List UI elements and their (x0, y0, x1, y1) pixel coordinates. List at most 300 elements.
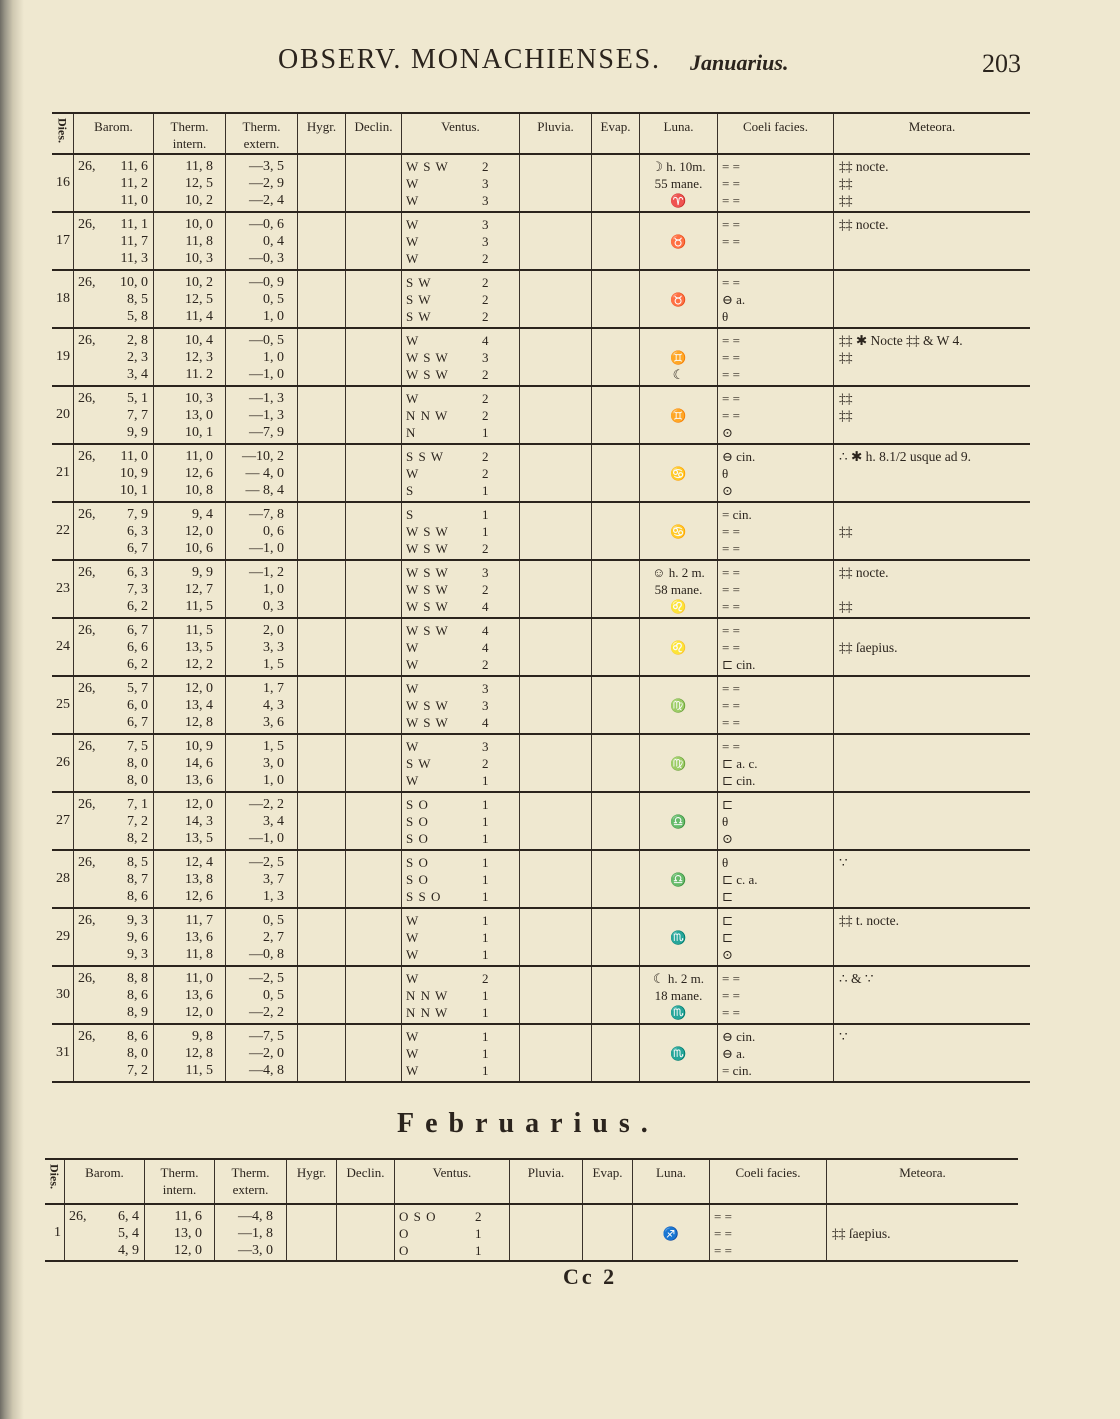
sky-entry: = = (722, 599, 740, 614)
wind-entry (402, 274, 519, 291)
column-header-moon (640, 114, 718, 153)
declination-cell (346, 503, 402, 559)
moon-entry: ♎ (670, 814, 687, 829)
wind-direction: N N W (406, 408, 449, 423)
wind-direction: W (406, 913, 420, 928)
day-cell (52, 735, 74, 791)
wind-direction: W (406, 193, 420, 208)
wind-force: 4 (482, 640, 489, 655)
wind-force: 2 (482, 391, 489, 406)
wind-direction: W (406, 333, 420, 348)
moon-entry (640, 308, 717, 325)
observation-table-februarius (45, 1158, 1018, 1262)
wind-direction: S W (406, 275, 432, 290)
sky-cell (718, 967, 834, 1023)
wind-direction: S W (406, 292, 432, 307)
page-number: 203 (982, 49, 1021, 78)
barometer-entry: 5, 1 (127, 391, 148, 406)
barometer-cell (74, 1025, 154, 1081)
signature-mark: Cc 2 (563, 1264, 618, 1289)
wind-direction: S O (406, 797, 429, 812)
meteors-entry: ‡‡ (839, 524, 853, 539)
day-number: 22 (56, 523, 70, 538)
barometer-inches: 26, (78, 565, 96, 580)
barometer-entry: 8, 0 (127, 756, 148, 771)
sky-cell (718, 329, 834, 385)
thermometer-external-entry: 1, 7 (263, 681, 284, 696)
day-row (52, 851, 1030, 909)
wind-entry (395, 1225, 509, 1242)
moon-entry (640, 332, 717, 349)
barometer-entry: 8, 8 (127, 971, 148, 986)
barometer-entry: 8, 6 (127, 1029, 148, 1044)
thermometer-external-cell (226, 677, 298, 733)
sky-cell (718, 735, 834, 791)
barometer-entry: 6, 7 (127, 623, 148, 638)
moon-entry (640, 680, 717, 697)
thermometer-external-cell (226, 445, 298, 501)
meteors-cell (834, 155, 1030, 211)
sky-cell (718, 445, 834, 501)
hygrometer-cell (298, 1025, 346, 1081)
thermometer-internal-entry: 12, 0 (185, 524, 213, 539)
sky-entry: = = (722, 159, 740, 174)
day-row (52, 503, 1030, 561)
moon-entry: ☺ h. 2 m. (652, 565, 705, 580)
sky-entry: ⊖ a. (722, 292, 746, 307)
column-header-thermometer-internal (154, 114, 226, 153)
wind-force: 1 (482, 483, 489, 498)
moon-cell (640, 735, 718, 791)
rain-cell (520, 329, 592, 385)
day-number: 31 (56, 1045, 70, 1060)
thermometer-internal-entry: 12, 6 (185, 889, 213, 904)
meteors-cell (834, 503, 1030, 559)
column-label: Coeli facies. (743, 119, 808, 134)
sky-entry: = = (722, 333, 740, 348)
thermometer-internal-entry: 12, 7 (185, 582, 213, 597)
hygrometer-cell (298, 619, 346, 675)
sky-entry: ⊏ (722, 889, 734, 904)
thermometer-internal-cell (154, 213, 226, 269)
day-cell (45, 1205, 65, 1260)
thermometer-external-entry: —2, 5 (249, 855, 284, 870)
barometer-cell (74, 213, 154, 269)
wind-direction: W (406, 773, 420, 788)
wind-direction: W S W (406, 698, 449, 713)
sky-cell (718, 503, 834, 559)
hygrometer-cell (287, 1205, 337, 1260)
day-number: 1 (54, 1224, 61, 1240)
barometer-entry: 9, 6 (127, 930, 148, 945)
wind-entry (402, 233, 519, 250)
thermometer-external-entry: —0, 8 (249, 947, 284, 962)
wind-entry (402, 192, 519, 209)
wind-cell (402, 503, 520, 559)
column-label: Declin. (354, 119, 393, 134)
column-header-moon (633, 1160, 710, 1203)
thermometer-external-entry: 0, 4 (263, 234, 284, 249)
barometer-inches: 26, (78, 333, 96, 348)
sky-entry: = = (722, 217, 740, 232)
moon-cell (640, 213, 718, 269)
moon-entry (640, 424, 717, 441)
wind-entry (402, 888, 519, 905)
thermometer-internal-entry: 13, 4 (185, 698, 213, 713)
wind-direction: W (406, 176, 420, 191)
wind-force: 1 (482, 1063, 489, 1078)
wind-entry (402, 854, 519, 871)
sky-entry: θ (722, 309, 729, 324)
meteors-entry: ‡‡ ✱ Nocte ‡‡ & W 4. (839, 333, 963, 348)
sky-entry: ⊏ a. c. (722, 756, 758, 771)
barometer-entry: 8, 7 (127, 872, 148, 887)
moon-entry: ♍ (670, 698, 687, 713)
column-header-evaporation (583, 1160, 633, 1203)
wind-direction: W S W (406, 623, 449, 638)
wind-direction: W S W (406, 599, 449, 614)
sky-entry: ⊏ c. a. (722, 872, 758, 887)
thermometer-external-entry: —2, 0 (249, 1046, 284, 1061)
thermometer-external-entry: —4, 8 (249, 1063, 284, 1078)
day-row (52, 387, 1030, 445)
meteors-cell (834, 561, 1030, 617)
wind-direction: W S W (406, 582, 449, 597)
declination-cell (337, 1205, 395, 1260)
wind-direction: W S W (406, 367, 449, 382)
barometer-cell (74, 793, 154, 849)
moon-cell (640, 677, 718, 733)
evaporation-cell (592, 851, 640, 907)
thermometer-internal-cell (154, 967, 226, 1023)
moon-entry (640, 540, 717, 557)
column-label: Barom. (85, 1165, 124, 1180)
declination-cell (346, 967, 402, 1023)
wind-entry (402, 639, 519, 656)
column-label: Coeli facies. (735, 1165, 801, 1180)
wind-entry (402, 796, 519, 813)
wind-force: 2 (482, 309, 489, 324)
wind-entry (395, 1208, 509, 1225)
month-title: Januarius. (690, 50, 789, 75)
column-label: Therm. (242, 119, 281, 134)
sky-entry: ⊙ (722, 947, 733, 962)
column-label: Meteora. (899, 1165, 946, 1180)
thermometer-internal-cell (154, 793, 226, 849)
sky-entry: θ (722, 814, 729, 829)
moon-entry (640, 448, 717, 465)
wind-entry (402, 1045, 519, 1062)
barometer-entry: 5, 8 (127, 309, 148, 324)
wind-entry (402, 946, 519, 963)
wind-force: 1 (482, 930, 489, 945)
thermometer-external-entry: 1, 5 (263, 739, 284, 754)
sky-entry: = = (722, 193, 740, 208)
rain-cell (520, 271, 592, 327)
sky-entry: = = (722, 391, 740, 406)
moon-entry (633, 1242, 709, 1259)
column-label: Dies. (55, 118, 70, 143)
wind-force: 1 (482, 507, 489, 522)
column-label: Ventus. (441, 119, 480, 134)
thermometer-internal-entry: 13, 6 (185, 988, 213, 1003)
sky-entry: = = (722, 565, 740, 580)
wind-direction: O S O (399, 1209, 437, 1224)
meteors-entry (834, 581, 1030, 598)
thermometer-internal-entry: 13, 8 (185, 872, 213, 887)
moon-cell (640, 793, 718, 849)
wind-direction: S S O (406, 889, 442, 904)
meteors-cell (834, 271, 1030, 327)
meteors-cell (834, 967, 1030, 1023)
meteors-entry: ‡‡ (839, 391, 853, 406)
thermometer-external-entry: —7, 9 (249, 425, 284, 440)
wind-entry (402, 755, 519, 772)
moon-entry: ♎ (670, 872, 687, 887)
sky-cell (718, 793, 834, 849)
wind-force: 1 (482, 855, 489, 870)
hygrometer-cell (298, 677, 346, 733)
thermometer-external-entry: 1, 0 (263, 350, 284, 365)
hygrometer-cell (298, 329, 346, 385)
barometer-entry: 7, 1 (127, 797, 148, 812)
thermometer-internal-entry: 9, 8 (192, 1029, 213, 1044)
barometer-cell (74, 561, 154, 617)
thermometer-external-cell (226, 387, 298, 443)
thermometer-internal-entry: 11, 8 (185, 234, 213, 249)
column-header-evaporation (592, 114, 640, 153)
thermometer-external-entry: —2, 2 (249, 797, 284, 812)
thermometer-internal-entry: 12, 0 (185, 1005, 213, 1020)
moon-entry: ♉ (670, 234, 687, 249)
wind-force: 1 (482, 1005, 489, 1020)
month-heading-februarius: Februarius. (397, 1108, 659, 1139)
barometer-entry: 6, 2 (127, 657, 148, 672)
moon-entry (640, 772, 717, 789)
column-label: Hygr. (306, 119, 337, 134)
thermometer-external-entry: 0, 6 (263, 524, 284, 539)
meteors-cell (834, 677, 1030, 733)
wind-direction: W (406, 251, 420, 266)
day-cell (52, 387, 74, 443)
column-label: Therm. (160, 1165, 199, 1180)
rain-cell (520, 967, 592, 1023)
sky-entry: = = (722, 1005, 740, 1020)
thermometer-external-entry: 3, 7 (263, 872, 284, 887)
day-row (52, 271, 1030, 329)
thermometer-external-entry: —10, 2 (242, 449, 284, 464)
sky-cell (718, 851, 834, 907)
meteors-entry: ‡‡ nocte. (839, 565, 889, 580)
thermometer-external-entry: 2, 7 (263, 930, 284, 945)
moon-entry (640, 714, 717, 731)
day-row (52, 213, 1030, 271)
wind-entry (402, 680, 519, 697)
column-header-hygrometer (287, 1160, 337, 1203)
thermometer-internal-cell (154, 677, 226, 733)
moon-entry: 55 mane. (654, 176, 703, 191)
column-label: Meteora. (908, 119, 956, 134)
moon-entry (640, 912, 717, 929)
day-number: 27 (56, 813, 70, 828)
column-header-thermometer-external (226, 114, 298, 153)
column-sublabel: extern. (243, 136, 280, 151)
declination-cell (346, 445, 402, 501)
column-header-day (52, 114, 74, 153)
thermometer-external-cell (226, 909, 298, 965)
meteors-cell (834, 851, 1030, 907)
hygrometer-cell (298, 155, 346, 211)
wind-force: 1 (482, 1046, 489, 1061)
wind-force: 2 (482, 275, 489, 290)
sky-entry: ⊖ a. (722, 1046, 746, 1061)
barometer-entry: 7, 2 (127, 814, 148, 829)
moon-entry (633, 1208, 709, 1225)
thermometer-internal-entry: 9, 4 (192, 507, 213, 522)
day-number: 26 (56, 755, 70, 770)
thermometer-internal-cell (154, 851, 226, 907)
thermometer-internal-cell (145, 1205, 215, 1260)
barometer-entry: 8, 5 (127, 855, 148, 870)
thermometer-internal-entry: 13, 5 (185, 831, 213, 846)
moon-entry (640, 946, 717, 963)
barometer-entry: 6, 4 (118, 1209, 139, 1224)
wind-cell (402, 387, 520, 443)
wind-direction: W S W (406, 524, 449, 539)
day-row (52, 1025, 1030, 1083)
evaporation-cell (592, 735, 640, 791)
declination-cell (346, 677, 402, 733)
moon-entry: ♏ (670, 1046, 687, 1061)
meteors-cell (834, 445, 1030, 501)
column-label: Therm. (170, 119, 209, 134)
wind-direction: S O (406, 855, 429, 870)
moon-entry (640, 274, 717, 291)
evaporation-cell (592, 155, 640, 211)
moon-entry (640, 390, 717, 407)
thermometer-internal-cell (154, 155, 226, 211)
thermometer-external-entry: 1, 0 (263, 309, 284, 324)
wind-direction: W (406, 739, 420, 754)
rain-cell (520, 851, 592, 907)
wind-force: 2 (482, 251, 489, 266)
wind-direction: W (406, 971, 420, 986)
thermometer-external-cell (226, 561, 298, 617)
day-number: 29 (56, 929, 70, 944)
hygrometer-cell (298, 387, 346, 443)
thermometer-internal-entry: 11, 8 (185, 947, 213, 962)
barometer-entry: 11, 2 (120, 176, 148, 191)
sky-entry: = = (722, 623, 740, 638)
wind-cell (402, 1025, 520, 1081)
day-cell (52, 213, 74, 269)
barometer-entry: 11, 7 (120, 234, 148, 249)
thermometer-external-cell (226, 503, 298, 559)
day-number: 21 (56, 465, 70, 480)
column-label: Barom. (94, 119, 133, 134)
day-number: 24 (56, 639, 70, 654)
column-label: Ventus. (432, 1165, 472, 1180)
thermometer-external-entry: —1, 0 (249, 831, 284, 846)
moon-entry (640, 854, 717, 871)
moon-entry (640, 656, 717, 673)
barometer-entry: 2, 3 (127, 350, 148, 365)
wind-force: 3 (482, 176, 489, 191)
wind-force: 2 (482, 466, 489, 481)
sky-entry: = = (714, 1209, 732, 1224)
sky-entry: ⊙ (722, 483, 733, 498)
wind-force: 2 (482, 449, 489, 464)
wind-cell (402, 619, 520, 675)
meteors-entry: ∴ & ∵ (839, 971, 874, 986)
wind-entry (402, 1004, 519, 1021)
thermometer-internal-entry: 10, 3 (185, 391, 213, 406)
meteors-cell (827, 1205, 1018, 1260)
thermometer-external-cell (226, 329, 298, 385)
column-header-wind (402, 114, 520, 153)
wind-direction: S S W (406, 449, 444, 464)
sky-entry: = = (722, 681, 740, 696)
wind-entry (402, 465, 519, 482)
thermometer-external-entry: —2, 9 (249, 176, 284, 191)
moon-cell (640, 329, 718, 385)
hygrometer-cell (298, 561, 346, 617)
column-label: Pluvia. (527, 1165, 565, 1180)
moon-entry (640, 796, 717, 813)
thermometer-external-entry: 1, 0 (263, 582, 284, 597)
wind-direction: W S W (406, 159, 449, 174)
meteors-entry (827, 1208, 1018, 1225)
column-sublabel: intern. (172, 136, 207, 151)
day-number: 23 (56, 581, 70, 596)
wind-entry (402, 813, 519, 830)
thermometer-external-entry: —0, 6 (249, 217, 284, 232)
wind-entry (402, 564, 519, 581)
day-row (52, 909, 1030, 967)
thermometer-internal-entry: 11, 6 (174, 1209, 202, 1224)
wind-force: 3 (482, 217, 489, 232)
wind-cell (402, 213, 520, 269)
thermometer-external-entry: —1, 0 (249, 541, 284, 556)
meteors-entry: ‡‡ (839, 350, 853, 365)
day-cell (52, 851, 74, 907)
meteors-cell (834, 793, 1030, 849)
moon-entry: ♈ (670, 193, 687, 208)
wind-direction: N N W (406, 988, 449, 1003)
evaporation-cell (592, 445, 640, 501)
sky-entry: ⊖ cin. (722, 449, 756, 464)
wind-force: 4 (482, 715, 489, 730)
wind-force: 2 (482, 756, 489, 771)
meteors-cell (834, 1025, 1030, 1081)
thermometer-internal-entry: 12, 5 (185, 176, 213, 191)
evaporation-cell (592, 793, 640, 849)
thermometer-internal-entry: 11, 5 (185, 623, 213, 638)
wind-force: 1 (482, 913, 489, 928)
wind-entry (402, 216, 519, 233)
wind-entry (402, 912, 519, 929)
wind-entry (402, 424, 519, 441)
hygrometer-cell (298, 793, 346, 849)
meteors-entry: ‡‡ (839, 193, 853, 208)
declination-cell (346, 561, 402, 617)
wind-direction: N N W (406, 1005, 449, 1020)
moon-entry (640, 216, 717, 233)
thermometer-internal-entry: 10, 2 (185, 275, 213, 290)
wind-cell (402, 735, 520, 791)
rain-cell (520, 155, 592, 211)
barometer-cell (74, 735, 154, 791)
